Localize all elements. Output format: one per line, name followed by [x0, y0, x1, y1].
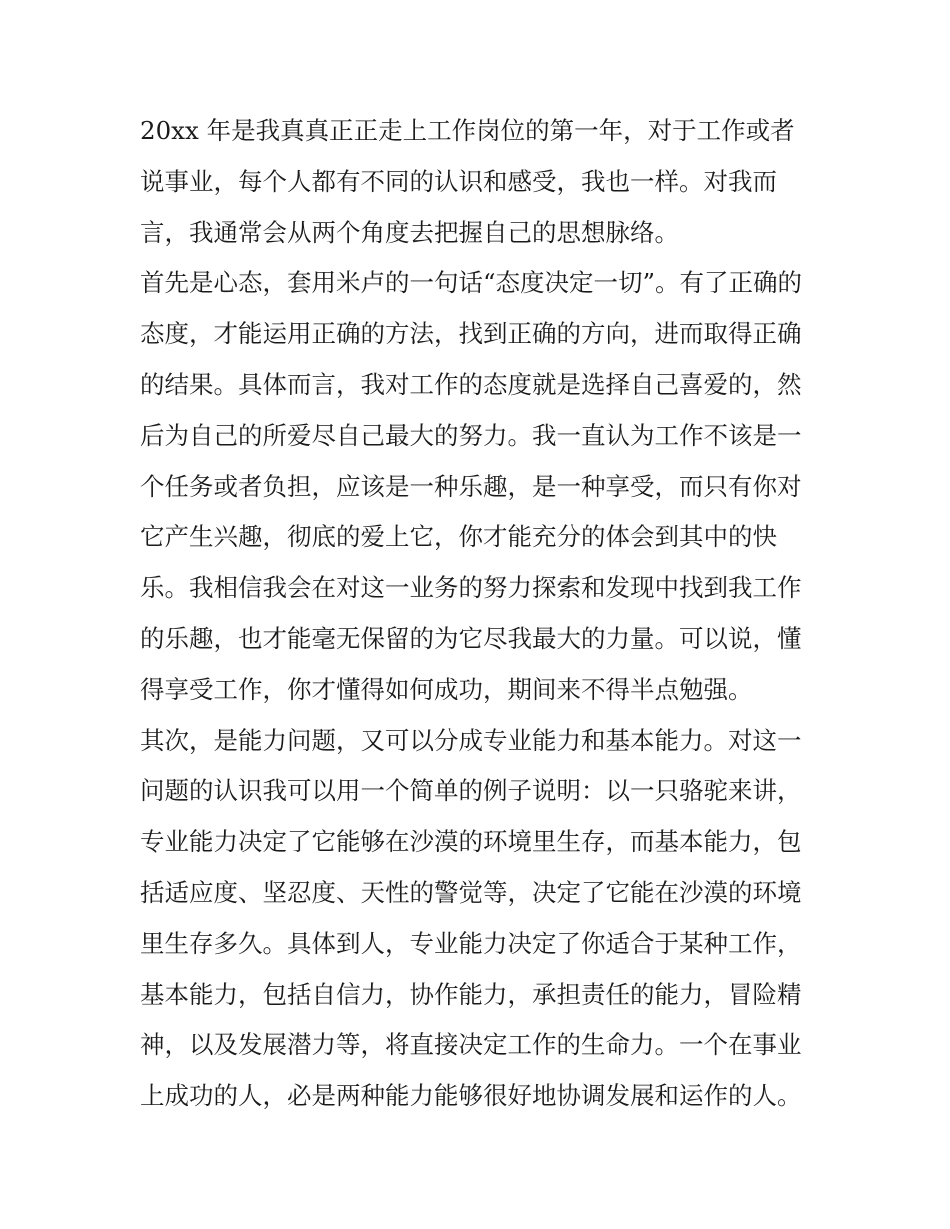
text-line: 个任务或者负担，应该是一种乐趣，是一种享受，而只有你对 [140, 471, 802, 501]
text-line: 专业能力决定了它能够在沙漠的环境里生存，而基本能力，包 [140, 827, 802, 857]
text-line: 其次，是能力问题，又可以分成专业能力和基本能力。对这一 [140, 725, 802, 755]
document-body [140, 106, 820, 1122]
text-line: 首先是心态，套用米卢的一句话“态度决定一切”。有了正确的 [140, 268, 803, 298]
text-line: 言，我通常会从两个角度去把握自己的思想脉络。 [140, 217, 679, 247]
paragraph-intro [140, 106, 820, 258]
text-line: 说事业，每个人都有不同的认识和感受，我也一样。对我而 [140, 166, 777, 196]
text-line: 问题的认识我可以用一个简单的例子说明：以一只骆驼来讲， [140, 776, 802, 806]
text-line: 乐。我相信我会在对这一业务的努力探索和发现中找到我工作 [140, 573, 802, 603]
text-line: 里生存多久。具体到人，专业能力决定了你适合于某种工作， [140, 928, 802, 958]
text-line: 态度，才能运用正确的方法，找到正确的方向，进而取得正确 [140, 319, 802, 349]
text-line: 的结果。具体而言，我对工作的态度就是选择自己喜爱的，然 [140, 369, 802, 399]
text-line: 括适应度、坚忍度、天性的警觉等，决定了它能在沙漠的环境 [140, 877, 802, 907]
text-line: 的乐趣，也才能毫无保留的为它尽我最大的力量。可以说，懂 [140, 623, 802, 653]
text-line: 后为自己的所爱尽自己最大的努力。我一直认为工作不该是一 [140, 420, 802, 450]
text-line: 基本能力，包括自信力，协作能力，承担责任的能力，冒险精 [140, 979, 802, 1009]
text-line: 神，以及发展潜力等，将直接决定工作的生命力。一个在事业 [140, 1030, 802, 1060]
text-line: 它产生兴趣，彻底的爱上它，你才能充分的体会到其中的快 [140, 522, 777, 552]
text-line: 上成功的人，必是两种能力能够很好地协调发展和运作的人。 [140, 1081, 802, 1111]
paragraph-attitude [140, 258, 820, 715]
paragraph-ability [140, 716, 820, 1122]
text-line: 得享受工作，你才懂得如何成功，期间来不得半点勉强。 [140, 674, 753, 704]
text-line: 20xx 年是我真真正正走上工作岗位的第一年，对于工作或者 [140, 116, 795, 145]
